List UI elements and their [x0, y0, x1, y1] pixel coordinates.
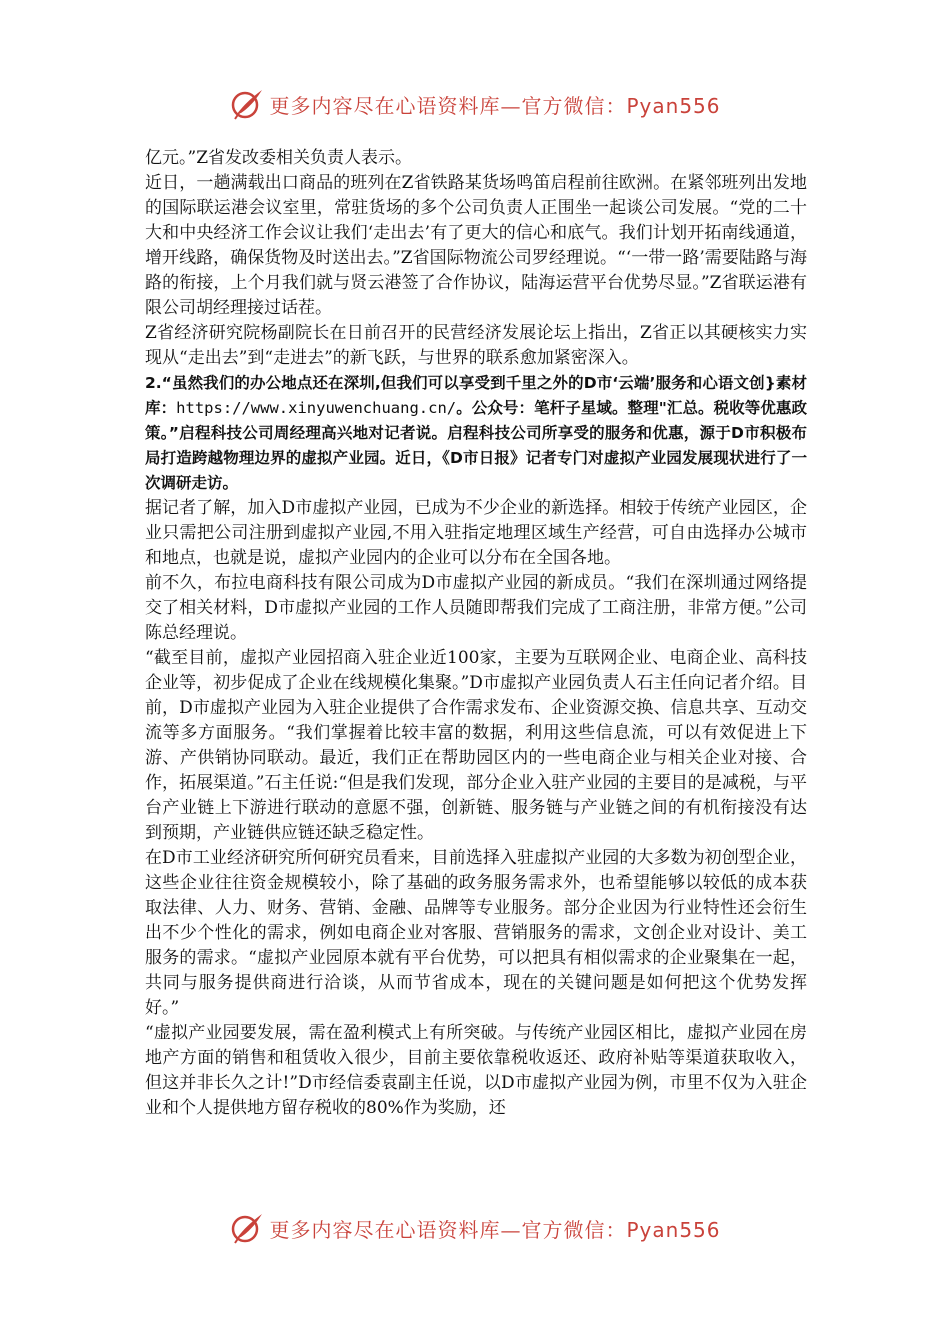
paragraph: 在D市工业经济研究所何研究员看来，目前选择入驻虚拟产业园的大多数为初创型企业，这些企业往往资金规模较小，除了基础的政务服务需求外，也希望能够以较低的成本获取法律、人力、财务、营销、金融、品牌等专业服务。部分企业因为行业特性还会衍生出不少个性化的需求，例如电商企业对客服、营销服务的需求，文创企业对设计、美工服务的需求。“虚拟产业园原本就有平台优势，可以把具有相似需求的企业聚集在一起，共同与服务提供商进行洽谈，从而节省成本，现在的关键问题是如何把这个优势发挥好。”	[145, 848, 807, 1018]
banner-title: 更多内容尽在心语资料库—官方微信：Pyan556	[269, 93, 721, 118]
header-banner	[0, 82, 950, 126]
article-body	[145, 146, 807, 1121]
quill-logo-icon	[229, 86, 265, 122]
source-link[interactable]: https://www.xinyuwenchuang.cn/	[176, 399, 457, 417]
paragraph: 据记者了解，加入D市虚拟产业园，已成为不少企业的新选择。相较于传统产业园区，企业只需把公司注册到虚拟产业园,不用入驻指定地理区域生产经营，可自由选择办公城市和地点，也就是说，虚拟产业园内的企业可以分布在全国各地。	[145, 498, 807, 568]
quill-logo-icon	[229, 1210, 265, 1246]
paragraph-question-2: 2.“虽然我们的办公地点还在深圳,但我们可以享受到千里之外的D市‘云端’服务和心语文创}素材库：https://www.xinyuwenchuang.cn/。公众号：笔杆子星域。整理"汇总。税收等优惠政策。”启程科技公司周经理高兴地对记者说。启程科技公司所享受的服务和优惠，源于D市积极布局打造跨越物理边界的虚拟产业园。近日，《D市日报》记者专门对虚拟产业园发展现状进行了一次调研走访。	[145, 374, 807, 492]
paragraph: 亿元。”Z省发改委相关负责人表示。	[145, 148, 413, 168]
paragraph: 近日，一趟满载出口商品的班列在Z省铁路某货场鸣笛启程前往欧洲。在紧邻班列出发地的国际联运港会议室里，常驻货场的多个公司负责人正围坐一起谈公司发展。“党的二十大和中央经济工作会议让我们‘走出去’有了更大的信心和底气。我们计划开拓南线通道，增开线路，确保货物及时送出去。”Z省国际物流公司罗经理说。“‘一带一路’需要陆路与海路的衔接，上个月我们就与贤云港签了合作协议，陆海运营平台优势尽显。”Z省联运港有限公司胡经理接过话茬。	[145, 173, 807, 318]
paragraph: “截至目前，虚拟产业园招商入驻企业近100家，主要为互联网企业、电商企业、高科技企业等，初步促成了企业在线规模化集聚。”D市虚拟产业园负责人石主任向记者介绍。目前，D市虚拟产业园为入驻企业提供了合作需求发布、企业资源交换、信息共享、互动交流等多方面服务。“我们掌握着比较丰富的数据，利用这些信息流，可以有效促进上下游、产供销协同联动。最近，我们正在帮助园区内的一些电商企业与相关企业对接、合作，拓展渠道。”石主任说:“但是我们发现，部分企业入驻产业园的主要目的是减税，与平台产业链上下游进行联动的意愿不强，创新链、服务链与产业链之间的有机衔接没有达到预期，产业链供应链还缺乏稳定性。	[145, 648, 807, 843]
footer-banner	[0, 1206, 950, 1250]
wechat-id: Pyan556	[626, 93, 721, 118]
paragraph: Z省经济研究院杨副院长在日前召开的民营经济发展论坛上指出，Z省正以其硬核实力实现从“走出去”到“走进去”的新飞跃，与世界的联系愈加紧密深入。	[145, 323, 807, 368]
banner-title: 更多内容尽在心语资料库—官方微信：Pyan556	[269, 1217, 721, 1242]
wechat-id: Pyan556	[626, 1217, 721, 1242]
paragraph: 前不久，布拉电商科技有限公司成为D市虚拟产业园的新成员。“我们在深圳通过网络提交了相关材料，D市虚拟产业园的工作人员随即帮我们完成了工商注册，非常方便。”公司陈总经理说。	[145, 573, 807, 643]
paragraph: “虚拟产业园要发展，需在盈利模式上有所突破。与传统产业园区相比，虚拟产业园在房地产方面的销售和租赁收入很少，目前主要依靠税收返还、政府补贴等渠道获取收入，但这并非长久之计!”D市经信委袁副主任说，以D市虚拟产业园为例，市里不仅为入驻企业和个人提供地方留存税收的80%作为奖励，还	[145, 1023, 807, 1118]
